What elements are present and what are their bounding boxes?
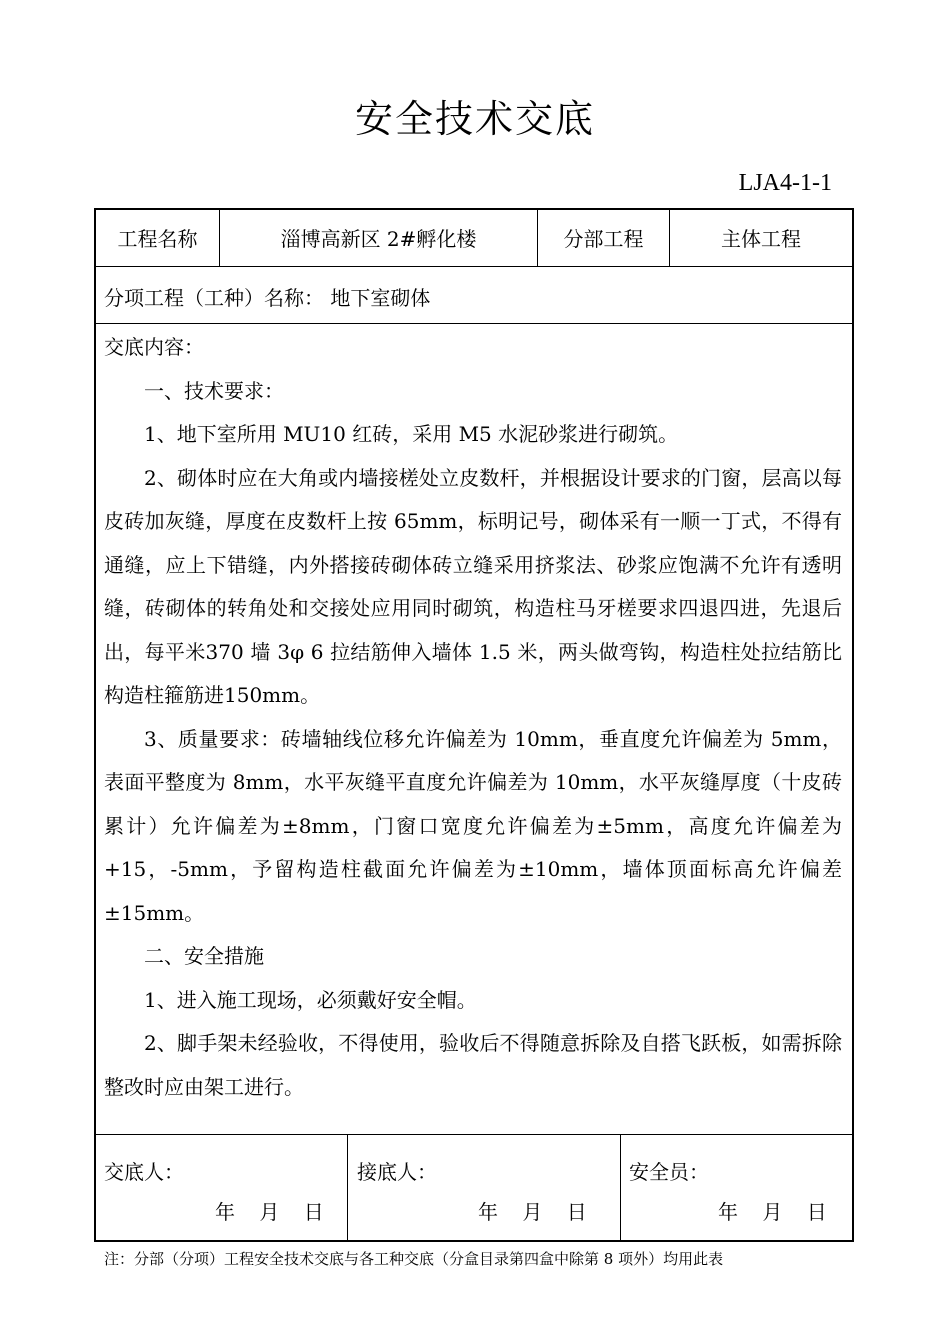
- safety-officer-label: 安全员：: [629, 1160, 709, 1184]
- receiver-label: 接底人：: [357, 1160, 437, 1184]
- briefing-content: [104, 326, 842, 1109]
- content-paragraph: 1、地下室所用 MU10 红砖，采用 M5 水泥砂浆进行砌筑。: [144, 422, 679, 446]
- sub-project-label: 分部工程: [563, 227, 644, 251]
- giver-label: 交底人：: [104, 1160, 184, 1184]
- content-paragraph: 1、进入施工现场，必须戴好安全帽。: [144, 987, 477, 1012]
- document-number: LJA4-1-1: [738, 170, 832, 196]
- row-divider: [95, 1134, 853, 1135]
- page-title: 安全技术交底: [354, 97, 595, 141]
- giver-date: 年 月 日: [215, 1200, 324, 1224]
- receiver-date: 年 月 日: [478, 1200, 587, 1224]
- row-divider: [95, 323, 853, 324]
- item-name-line: 分项工程（工种）名称： 地下室砌体: [104, 286, 431, 310]
- footnote: 注：分部（分项）工程安全技术交底与各工种交底（分盒目录第四盒中除第 8 项外）均用此表: [104, 1250, 724, 1268]
- project-name-value: 淄博高新区 2#孵化楼: [280, 227, 477, 251]
- section-heading: 二、安全措施: [144, 944, 264, 968]
- project-name-label: 工程名称: [117, 227, 198, 251]
- sub-project-value: 主体工程: [721, 227, 801, 251]
- content-label: 交底内容：: [104, 335, 204, 359]
- row-divider: [95, 266, 853, 267]
- column-divider: [347, 1134, 348, 1241]
- section-heading: 一、技术要求：: [144, 378, 284, 403]
- column-divider: [620, 1134, 621, 1241]
- content-paragraph: 2、砌体时应在大角或内墙接槎处立皮数杆，并根据设计要求的门窗，层高以每皮砖加灰缝，厚度在皮数杆上按 65mm，标明记号，砌体采有一顺一丁式，不得有通缝，应上下错缝，内外搭接砖砌体砖立缝采用挤浆法、砂浆应饱满不允许有透明缝，砖砌体的转角处和交接处应用同时砌筑，构造柱马牙槎要求四退四进，先退后出，每平米370 墙 3φ 6 拉结筋伸入墙体 1.5 米，两头做弯钩，构造柱处拉结筋比构造柱箍筋进150mm。: [104, 465, 842, 707]
- content-paragraph: 2、脚手架未经验收，不得使用，验收后不得随意拆除及自搭飞跃板，如需拆除整改时应由架工进行。: [104, 1031, 842, 1099]
- content-paragraph: 3、质量要求：砖墙轴线位移允许偏差为 10mm，垂直度允许偏差为 5mm，表面平整度为 8mm，水平灰缝平直度允许偏差为 10mm，水平灰缝厚度（十皮砖累计）允许偏差为±8mm，门窗口宽度允许偏差为±5mm，高度允许偏差为+15，-5mm，予留构造柱截面允许偏差为±10mm，墙体顶面标高允许偏差±15mm。: [104, 726, 842, 925]
- safety-officer-date: 年 月 日: [718, 1200, 827, 1224]
